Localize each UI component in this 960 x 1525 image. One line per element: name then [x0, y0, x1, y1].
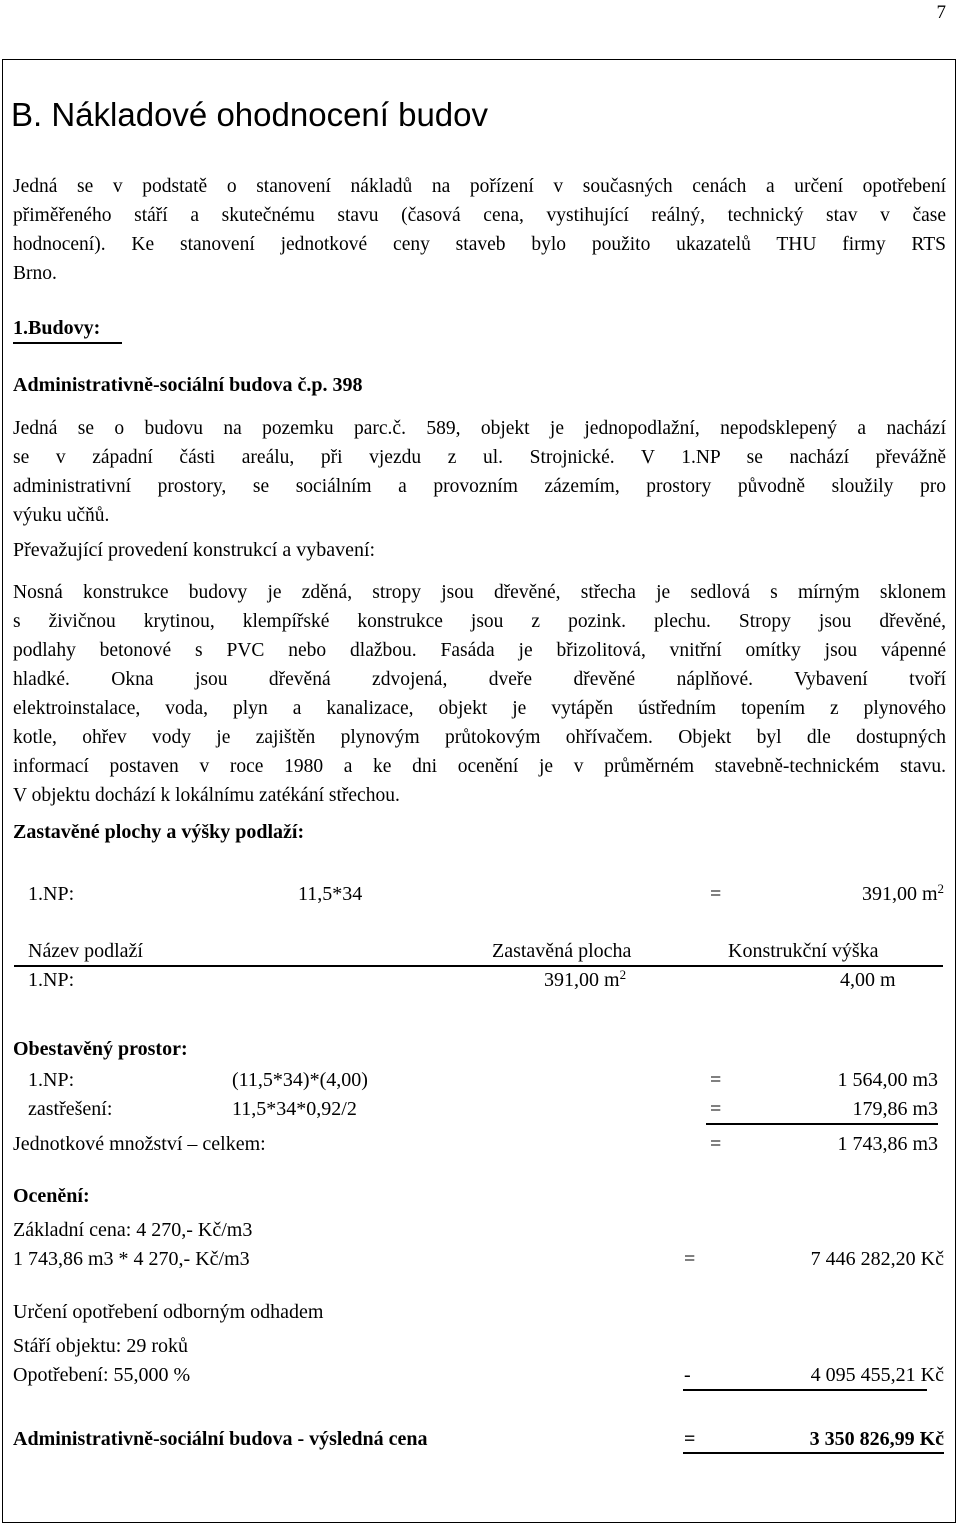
floor-table-row-area: 391,00 $m^2$	[544, 967, 627, 991]
volume-total-equals: =	[710, 1133, 722, 1155]
valuation-heading: Ocenění:	[13, 1185, 90, 1207]
result-underline	[683, 1452, 944, 1454]
volume-row-label: 1.NP:	[28, 1069, 75, 1091]
calc-label: 1 743,86 m3 * 4 270,- Kč/m3	[13, 1248, 250, 1270]
base-price: Základní cena: 4 270,- Kč/m3	[13, 1219, 253, 1241]
wear-sum-rule	[683, 1389, 927, 1391]
volume-row-formula: 11,5*34*0,92/2	[232, 1098, 357, 1120]
construction-line: V objektu dochází k lokálnímu zatékání střechou.	[13, 785, 400, 806]
building-line: se v západní části areálu, při vjezdu z ul. Strojnické. V 1.NP se nachází převážně	[13, 447, 946, 468]
calc-equals: =	[684, 1248, 696, 1270]
floor-table-row-name: 1.NP:	[28, 969, 75, 991]
volume-row-label: zastřešení:	[28, 1098, 113, 1120]
wear-value: 4 095 455,21 Kč	[810, 1364, 944, 1386]
areas-heading: Zastavěné plochy a výšky podlaží:	[13, 821, 305, 843]
result-value: 3 350 826,99 Kč	[809, 1428, 944, 1450]
volume-row-equals: =	[710, 1069, 722, 1091]
area-formula: 11,5*34	[298, 883, 363, 905]
construction-line: kotle, ohřev vody je zajištěn plynovým průtokovým ohřívačem. Objekt byl dle dostupných	[13, 727, 946, 748]
construction-line: Nosná konstrukce budovy je zděná, stropy jsou dřevěné, střecha je sedlová s mírným sklonem	[13, 582, 946, 603]
intro-line: přiměřeného stáří a skutečnému stavu (časová cena, vystihující reálný, technický stav v čase	[13, 205, 946, 226]
result-label: Administrativně-sociální budova - výsledná cena	[13, 1428, 428, 1450]
volume-row-equals: =	[710, 1098, 722, 1120]
building-paragraph	[13, 414, 946, 530]
wear-label: Opotřebení: 55,000 %	[13, 1364, 191, 1386]
construction-line: podlahy betonové s PVC nebo dlažbou. Fasáda je břizolitová, vnitřní omítky jsou vápenné	[13, 640, 946, 661]
area-label: 1.NP:	[28, 883, 75, 905]
intro-line: hodnocení). Ke stanovení jednotkové ceny staveb bylo použito ukazatelů THU firmy RTS	[13, 234, 946, 255]
page-number: 7	[936, 2, 946, 23]
construction-line: hladké. Okna jsou dřevěná zdvojená, dveře dřevěné náplňové. Vybavení tvoří	[13, 669, 946, 690]
volume-row-value: 179,86 m3	[852, 1098, 938, 1120]
area-value: 391,00 $m^2$	[861, 881, 944, 905]
construction-paragraph	[13, 578, 946, 810]
floor-table-row-height: 4,00 m	[840, 969, 896, 991]
volume-row-value: 1 564,00 m3	[837, 1069, 938, 1091]
volume-total-label: Jednotkové množství – celkem:	[13, 1133, 266, 1155]
floor-table-header-area: Zastavěná plocha	[492, 940, 632, 962]
building-title: Administrativně-sociální budova č.p. 398	[13, 374, 363, 396]
floor-table-header-name: Název podlaží	[28, 940, 143, 962]
wear-heading: Určení opotřebení odborným odhadem	[13, 1301, 324, 1323]
building-age: Stáří objektu: 29 roků	[13, 1335, 188, 1357]
section-heading-underline	[13, 342, 122, 344]
intro-paragraph	[13, 172, 946, 288]
volume-sum-rule	[706, 1123, 938, 1125]
volume-row-formula: (11,5*34)*(4,00)	[232, 1069, 368, 1091]
volume-heading: Obestavěný prostor:	[13, 1038, 188, 1060]
result-equals: =	[684, 1428, 696, 1450]
wear-minus: -	[684, 1364, 691, 1386]
building-line: výuku učňů.	[13, 505, 110, 526]
construction-line: s živičnou krytinou, klempířské konstrukce jsou z pozink. plechu. Stropy jsou dřevěné,	[13, 611, 946, 632]
page-title: B. Nákladové ohodnocení budov	[11, 96, 489, 133]
floor-table-header-rule	[14, 965, 943, 967]
building-line: administrativní prostory, se sociálním a provozním zázemím, prostory původně sloužily pro	[13, 476, 946, 497]
construction-heading: Převažující provedení konstrukcí a vybavení:	[13, 539, 376, 561]
area-equals: =	[710, 883, 722, 905]
floor-table-header-height: Konstrukční výška	[728, 940, 879, 962]
construction-line: informací postaven v roce 1980 a ke dni ocenění je v průměrném stavebně-technickém stavu.	[13, 756, 946, 777]
construction-line: elektroinstalace, voda, plyn a kanalizace, objekt je vytápěn ústředním topením z plynového	[13, 698, 946, 719]
calc-value: 7 446 282,20 Kč	[810, 1248, 944, 1270]
intro-line: Jedná se v podstatě o stanovení nákladů na pořízení v současných cenách a určení opotřebení	[13, 176, 946, 197]
section-heading: 1.Budovy:	[13, 317, 101, 339]
building-line: Jedná se o budovu na pozemku parc.č. 589, objekt je jednopodlažní, nepodsklepený a nachází	[13, 418, 946, 439]
intro-line: Brno.	[13, 263, 57, 284]
volume-total-value: 1 743,86 m3	[837, 1133, 938, 1155]
